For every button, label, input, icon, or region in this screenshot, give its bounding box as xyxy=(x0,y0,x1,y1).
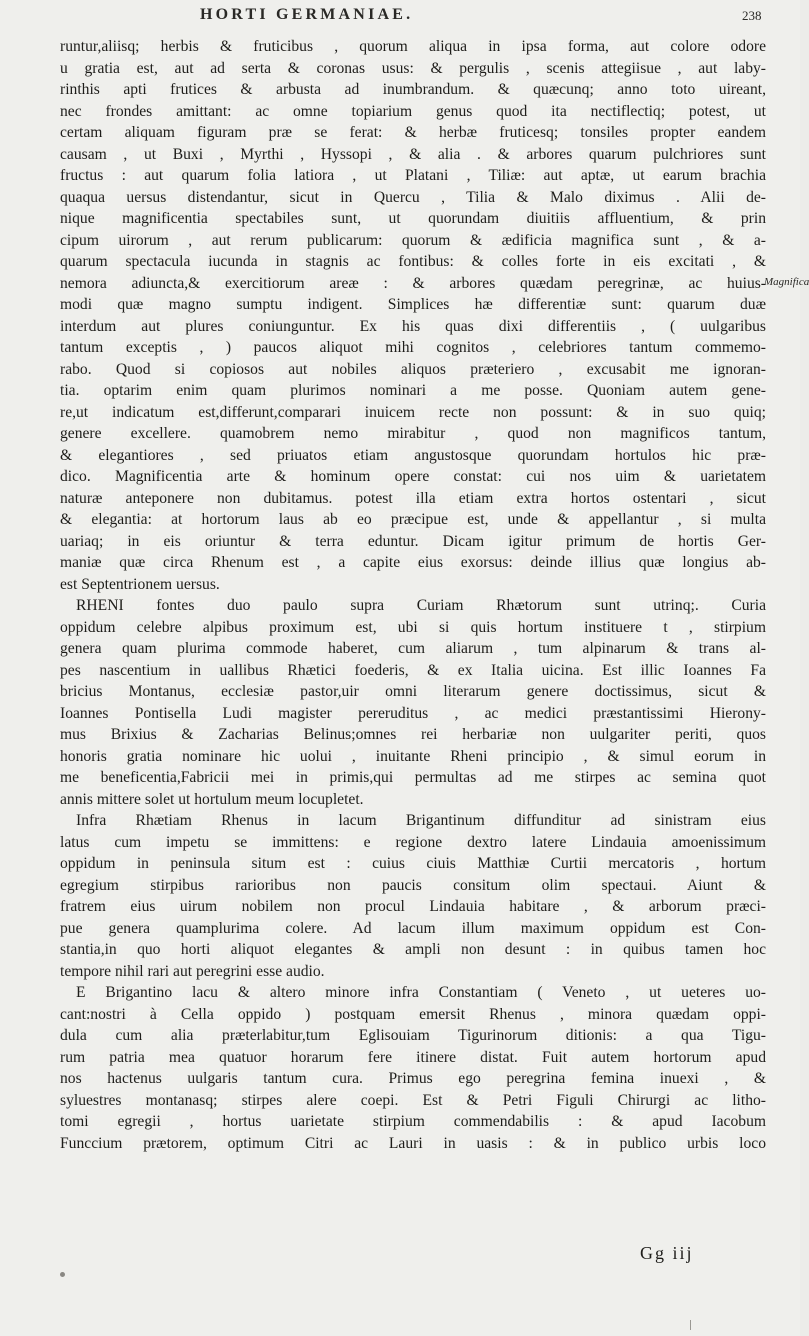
text-line: syluestres montanasq; stirpes alere coepi. Est & Petri Figuli Chirurgi ac litho- xyxy=(60,1091,766,1109)
text-line: oppidum in peninsula situm est : cuius ciuis Matthiæ Curtii mercatoris , hortum xyxy=(60,855,766,872)
text-line: quaqua uersus distendantur, sicut in Quercu , Tilia & Malo diximus . Alii de- xyxy=(60,188,766,206)
text-line: tempore nihil rari aut peregrini esse audio. xyxy=(60,962,325,980)
text-line: nique magnificentia spectabiles sunt, ut quorundam diuitiis affluentium, & prin xyxy=(60,210,766,227)
text-line: u gratia est, aut ad serta & coronas usus: & pergulis , scenis attegiisue , aut laby- xyxy=(60,59,766,77)
text-line: pes nascentium in uallibus Rhætici foederis, & ex Italia uicina. Est illic Ioannes Fa xyxy=(60,661,766,679)
text-line: fructus : aut quarum folia latiora , ut Platani , Tiliæ: aut aptæ, ut earum brachia xyxy=(60,167,766,184)
running-head xyxy=(0,6,800,32)
text-line: cant:nostri à Cella oppido ) postquam emersit Rhenus , minora quædam oppi- xyxy=(60,1005,766,1023)
text-line: re,ut indicatum est,differunt,comparari inuicem recte non possunt: & in suo quiq; xyxy=(60,403,766,421)
text-line: fratrem eius uirum nobilem non procul Lindauia habitare , & arborum præci- xyxy=(60,898,766,915)
text-line: tantum exceptis , ) paucos aliquot mihi cognitos , celebriores tantum commemo- xyxy=(60,339,766,356)
text-line: bricius Montanus, ecclesiæ pastor,uir omni literarum genere doctissimus, sicut & xyxy=(60,683,766,700)
text-line: nec frondes amittant: ac omne topiarium genus quod ita nectiflectiq; potest, ut xyxy=(60,102,766,120)
text-line: annis mittere solet ut hortulum meum locupletet. xyxy=(60,790,364,808)
signature-mark: Gg iij xyxy=(640,1243,694,1263)
page-blemish xyxy=(60,1272,65,1277)
text-line: cipum uirorum , aut rerum publicarum: quorum & ædificia magnifica sunt , & a- xyxy=(60,231,766,249)
text-line: rinthis apti frutices & arbusta ad inumbrandum. & quæcunq; anno toto uireant, xyxy=(60,81,766,98)
text-line: uariaq; in eis oriuntur & terra eduntur. Dicam igitur primum de hortis Ger- xyxy=(60,532,766,550)
text-line: nemora adiuncta,& exercitiorum areæ : & arbores quædam peregrinæ, ac huius- xyxy=(60,274,766,292)
text-line: oppidum celebre alpibus proximum est, ubi si quis hortum instituere t , stirpium xyxy=(60,618,766,636)
text-line: interdum aut plures coniunguntur. Ex his quas dixi differentiis , ( uulgaribus xyxy=(60,317,766,335)
text-line: & elegantiores , sed priuatos etiam angustosque quorundam hortulos hic præ- xyxy=(60,446,766,464)
text-line: Funccium prætorem, optimum Citri ac Lauri in uasis : & in publico urbis loco xyxy=(60,1134,766,1152)
text-line: honoris gratia nominare hic uolui , inuitante Rheni principio , & simul eorum in xyxy=(60,747,766,765)
text-line: tia. optarim enim quam plurimos nominari a me posse. Quoniam autem gene- xyxy=(60,382,766,399)
text-line: nos hactenus uulgaris tantum cura. Primus ego peregrina femina inuexi , & xyxy=(60,1070,766,1087)
text-line: certam aliquam figuram præ se ferat: & herbæ fruticesq; tonsiles propter eandem xyxy=(60,124,766,141)
text-line: maniæ quæ circa Rhenum est , a capite eius exorsus: deinde illius quæ longius ab- xyxy=(60,554,766,571)
page-blemish-2 xyxy=(690,1320,691,1330)
text-line: dula cum alia præterlabitur,tum Eglisouiam Tigurinorum ditionis: a qua Tigu- xyxy=(60,1027,766,1044)
text-line: me beneficentia,Fabricii mei in primis,qui permultas ad me stirpes ac semina quot xyxy=(60,769,766,786)
body-text xyxy=(60,36,766,1154)
text-line: tomi egregii , hortus uarietate stirpium commendabilis : & apud Iacobum xyxy=(60,1113,766,1130)
text-line: dico. Magnificentia arte & hominum opere constat: cui nos uim & uarietatem xyxy=(60,468,766,485)
text-line: Infra Rhætiam Rhenus in lacum Brigantinum diffunditur ad sinistram eius xyxy=(76,812,766,829)
text-line: naturæ anteponere non dubitamus. potest illa etiam extra hortos ostentari , sicut xyxy=(60,489,766,507)
text-line: causam , ut Buxi , Myrthi , Hyssopi , & alia . & arbores quarum pulchriores sunt xyxy=(60,145,766,163)
text-line: pue genera quamplurima colere. Ad lacum illum maximum oppidum est Con- xyxy=(60,919,766,937)
running-title: HORTI GERMANIAE. xyxy=(200,6,414,23)
text-line: RHENI fontes duo paulo supra Curiam Rhætorum sunt utrinq;. Curia xyxy=(76,597,766,614)
text-line: genere excellere. quamobrem nemo mirabitur , quod non magnificos tantum, xyxy=(60,425,766,442)
text-line: mus Brixius & Zacharias Belinus;omnes rei herbariæ non uulgariter periti, quos xyxy=(60,726,766,743)
text-line: rum patria mea quatuor horarum fere itinere distat. Fuit autem hortorum apud xyxy=(60,1048,766,1066)
text-line: stantia,in quo horti aliquot elegantes & ampli non desunt : in quibus tamen hoc xyxy=(60,941,766,958)
text-line: latus cum impetu se immittens: e regione dextro latere Lindauia amoenissimum xyxy=(60,833,766,851)
text-line: genera quam plurima commode haberet, cum aliarum , tum alpinarum & trans al- xyxy=(60,640,766,657)
text-line: Ioannes Pontisella Ludi magister pereruditus , ac medici præstantissimi Hierony- xyxy=(60,704,766,722)
text-line: egregium stirpibus rarioribus non paucis consitum olim spectaui. Aiunt & xyxy=(60,876,766,894)
text-line: E Brigantino lacu & altero minore infra Constantiam ( Veneto , ut ueteres uo- xyxy=(76,984,766,1001)
text-line: & elegantia: at hortorum laus ab eo præcipue est, unde & appellantur , si multa xyxy=(60,511,766,528)
text-line: rabo. Quod si copiosos aut nobiles aliquos præteriero , excusabit me ignoran- xyxy=(60,360,766,378)
margin-note: Magnifica xyxy=(764,276,809,288)
text-line: modi quæ magno sumptu indigent. Simplices hæ differentiæ sunt: quarum duæ xyxy=(60,296,766,313)
text-line: quarum spectacula iucunda in stagnis ac fontibus: & colles forte in eis excitati , & xyxy=(60,253,766,270)
text-line: est Septentrionem uersus. xyxy=(60,575,220,593)
folio-number: 238 xyxy=(742,8,762,23)
text-line: runtur,aliisq; herbis & fruticibus , quorum aliqua in ipsa forma, aut colore odore xyxy=(60,38,766,55)
